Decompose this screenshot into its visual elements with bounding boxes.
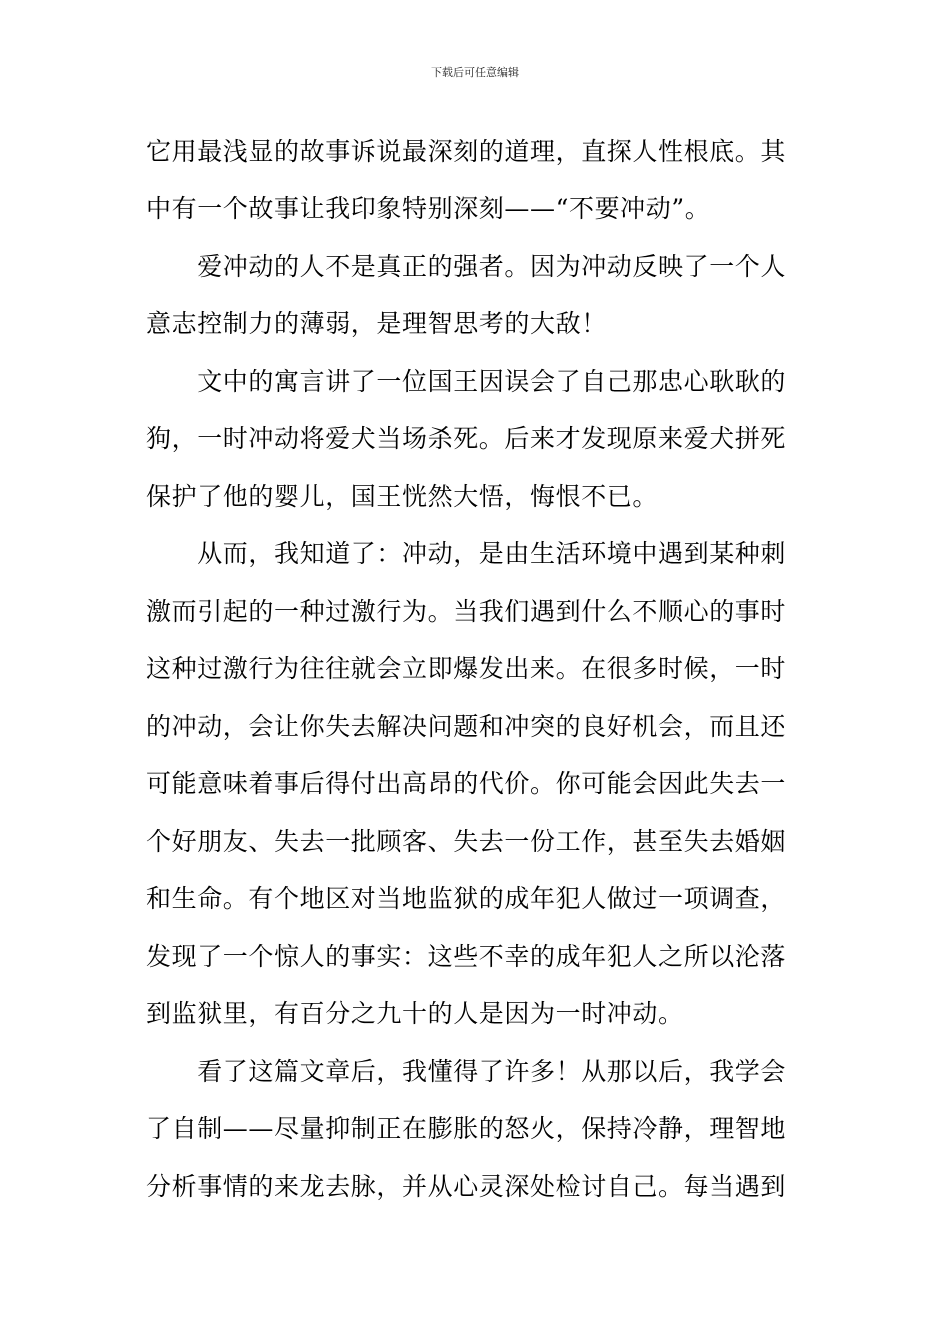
text-line: 发现了一个惊人的事实：这些不幸的成年犯人之所以沦落 [146, 942, 787, 971]
text-line: 看了这篇文章后，我懂得了许多！从那以后，我学会 [146, 1057, 787, 1086]
text-line: 激而引起的一种过激行为。当我们遇到什么不顺心的事时 [146, 597, 787, 626]
text-line: 狗，一时冲动将爱犬当场杀死。后来才发现原来爱犬拼死 [146, 424, 787, 453]
text-line: 保护了他的婴儿，国王恍然大悟，悔恨不已。 [146, 482, 659, 511]
text-line: 到监狱里，有百分之九十的人是因为一时冲动。 [146, 999, 684, 1028]
page-header: 下载后可任意编辑 [431, 66, 519, 79]
text-line: 它用最浅显的故事诉说最深刻的道理，直探人性根底。其 [146, 137, 787, 166]
text-line: 意志控制力的薄弱，是理智思考的大敌！ [146, 309, 607, 338]
text-line: 从而，我知道了：冲动，是由生活环境中遇到某种刺 [146, 539, 787, 568]
text-line: 中有一个故事让我印象特别深刻——“不要冲动”。 [146, 194, 711, 223]
text-line: 爱冲动的人不是真正的强者。因为冲动反映了一个人 [146, 252, 787, 281]
text-line: 了自制——尽量抑制正在膨胀的怒火，保持冷静，理智地 [146, 1114, 787, 1143]
text-line: 可能意味着事后得付出高昂的代价。你可能会因此失去一 [146, 769, 787, 798]
text-line: 这种过激行为往往就会立即爆发出来。在很多时候，一时 [146, 654, 787, 683]
text-line: 的冲动，会让你失去解决问题和冲突的良好机会，而且还 [146, 712, 787, 741]
text-line: 文中的寓言讲了一位国王因误会了自己那忠心耿耿的 [146, 367, 787, 396]
text-line: 和生命。有个地区对当地监狱的成年犯人做过一项调查， [146, 884, 787, 913]
text-line: 个好朋友、失去一批顾客、失去一份工作，甚至失去婚姻 [146, 827, 787, 856]
text-line: 分析事情的来龙去脉，并从心灵深处检讨自己。每当遇到 [146, 1172, 787, 1201]
